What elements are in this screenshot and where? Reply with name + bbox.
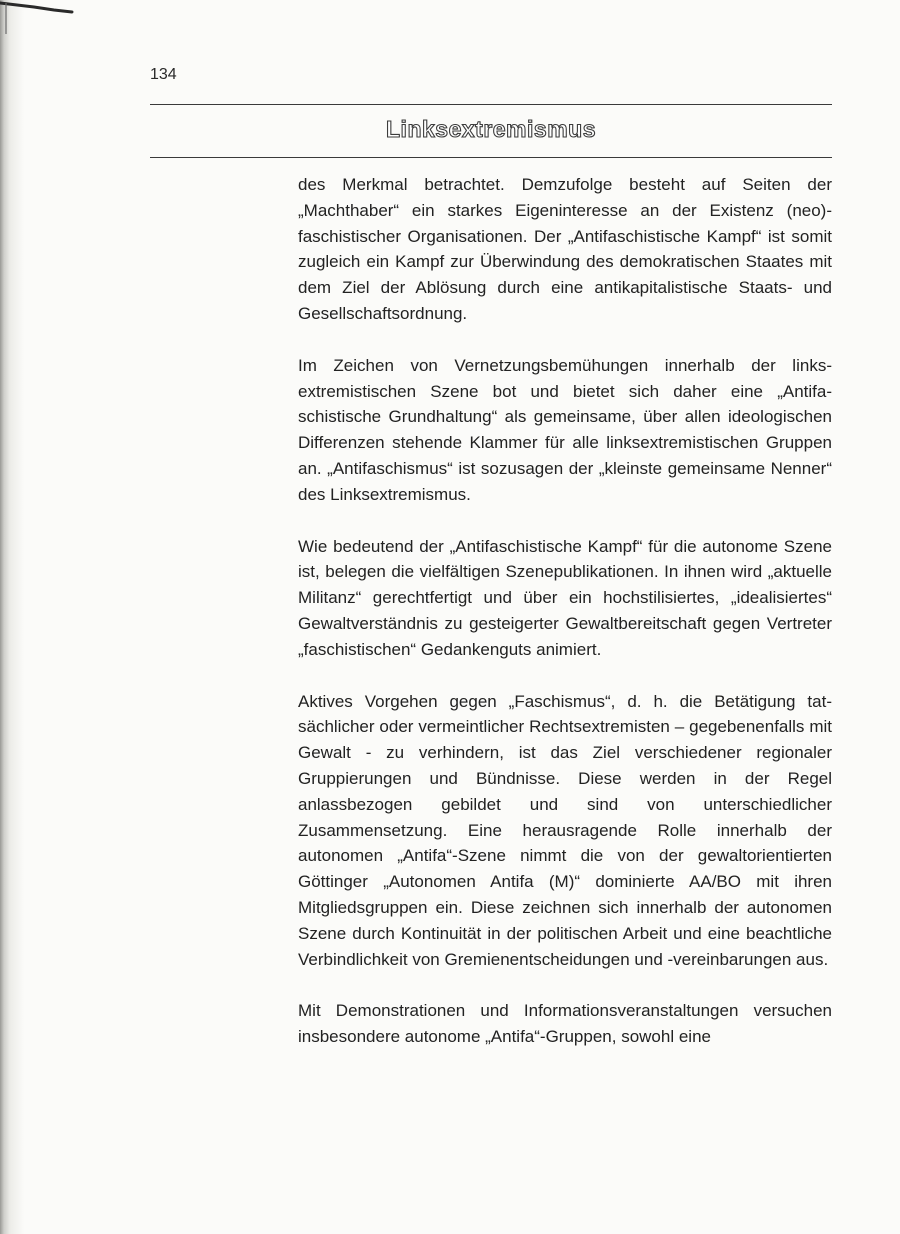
running-head: Linksextremismus [386,116,596,142]
header-rule-top [150,104,832,105]
header-rule-bottom [150,157,832,158]
page-number: 134 [150,66,177,83]
paragraph-5: Mit Demonstrationen und Informationsveranstaltungen versuchen insbesondere autonome „Antifa“-Gruppen, sowohl eine [298,1001,832,1047]
paragraph-3: Wie bedeutend der „Antifaschistische Kampf“ für die autonome Szene ist, belegen die vielfältigen Szenepublikationen. In ihnen wird „aktuelle Militanz“ gerechtfertigt und über ein hochstilisiertes, „idealisiertes“ Gewaltverständnis zu gesteigerter Gewaltbereitschaft gegen Vertreter „faschistischen“ Gedankenguts animiert. [298,536,832,659]
body-text [298,172,832,1076]
paragraph-1: des Merkmal betrachtet. Demzufolge besteht auf Seiten der „Machthaber“ ein starkes Eigeninteresse an der Existenz (neo)-faschistischer Organisationen. Der „Antifaschistische Kampf“ ist somit zugleich ein Kampf zur Überwindung des demokratischen Staates mit dem Ziel der Ablösung durch eine antikapitalistische Staats- und Gesellschaftsordnung. [298,175,832,323]
paragraph-2: Im Zeichen von Vernetzungsbemühungen innerhalb der linksextremistischen Szene bot und bietet sich daher eine „Antifaschistische Grundhaltung“ als gemeinsame, über allen ideologischen Differenzen stehende Klammer für alle linksextremistischen Gruppen an. „Antifaschismus“ ist sozusagen der „kleinste gemeinsame Nenner“ des Linksextremismus. [298,355,832,504]
scan-left-edge [0,0,24,1234]
paragraph-4: Aktives Vorgehen gegen „Faschismus“, d. h. die Betätigung tatsächlicher oder vermeintlicher Rechtsextremisten – gegebenenfalls mit Gewalt - zu verhindern, ist das Ziel verschiedener regionaler Gruppierungen und Bündnisse. Diese werden in der Regel anlassbezogen gebildet und sind von unterschiedlicher Zusammensetzung. Eine herausragende Rolle innerhalb der autonomen „Antifa“-Szene nimmt die von der gewaltorientierten Göttinger „Autonomen Antifa (M)“ dominierte AA/BO mit ihren Mitgliedsgruppen ein. Diese zeichnen sich innerhalb der autonomen Szene durch Kontinuität in der politischen Arbeit und eine beachtliche Verbindlichkeit von Gremienentscheidungen und -vereinbarungen aus. [298,691,832,969]
